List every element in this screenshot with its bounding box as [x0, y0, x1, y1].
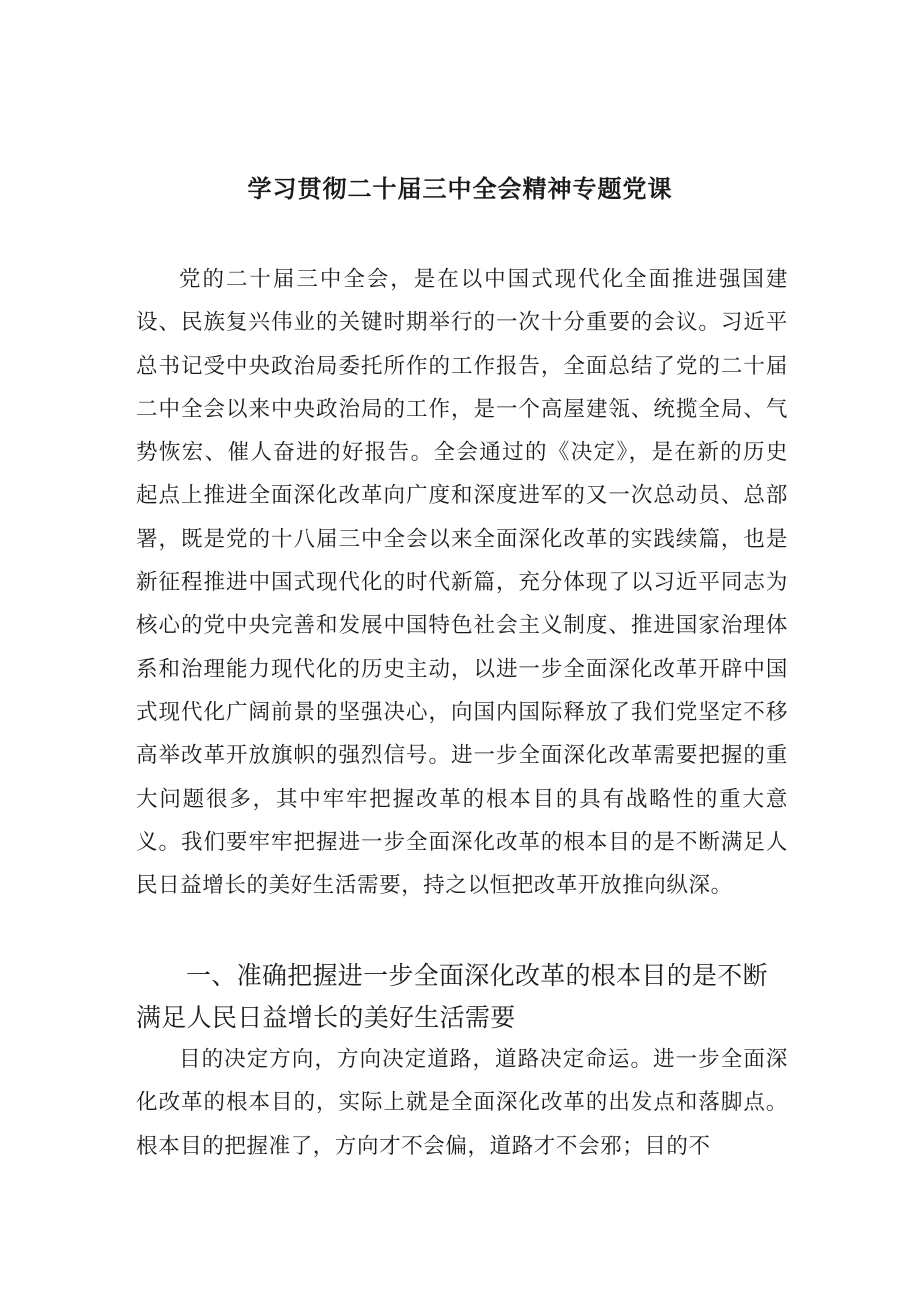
section-paragraph: 目的决定方向，方向决定道路，道路决定命运。进一步全面深化改革的根本目的，实际上就是全面深化改革的出发点和落脚点。根本目的把握准了，方向才不会偏，道路才不会邪；目的不 — [136, 1047, 788, 1159]
body-paragraph: 党的二十届三中全会，是在以中国式现代化全面推进强国建设、民族复兴伟业的关键时期举行的一次十分重要的会议。习近平总书记受中央政治局委托所作的工作报告，全面总结了党的二十届二中全会以来中央政治局的工作，是一个高屋建瓴、统揽全局、气势恢宏、催人奋进的好报告。全会通过的《决定》，是在新的历史起点上推进全面深化改革向广度和深度进军的又一次总动员、总部署，既是党的十八届三中全会以来全面深化改革的实践续篇，也是新征程推进中国式现代化的时代新篇，充分体现了以习近平同志为核心的党中央完善和发展中国特色社会主义制度、推进国家治理体系和治理能力现代化的历史主动，以进一步全面深化改革开辟中国式现代化广阔前景的坚强决心，向国内国际释放了我们党坚定不移高举改革开放旗帜的强烈信号。进一步全面深化改革需要把握的重大问题很多，其中牢牢把握改革的根本目的具有战略性的重大意义。我们要牢牢把握进一步全面深化改革的根本目的是不断满足人民日益增长的美好生活需要，持之以恒把改革开放推向纵深。 — [136, 267, 788, 899]
section-heading: 一、准确把握进一步全面深化改革的根本目的是不断满足人民日益增长的美好生活需要 — [136, 961, 768, 1032]
document-title: 学习贯彻二十届三中全会精神专题党课 — [247, 175, 673, 203]
